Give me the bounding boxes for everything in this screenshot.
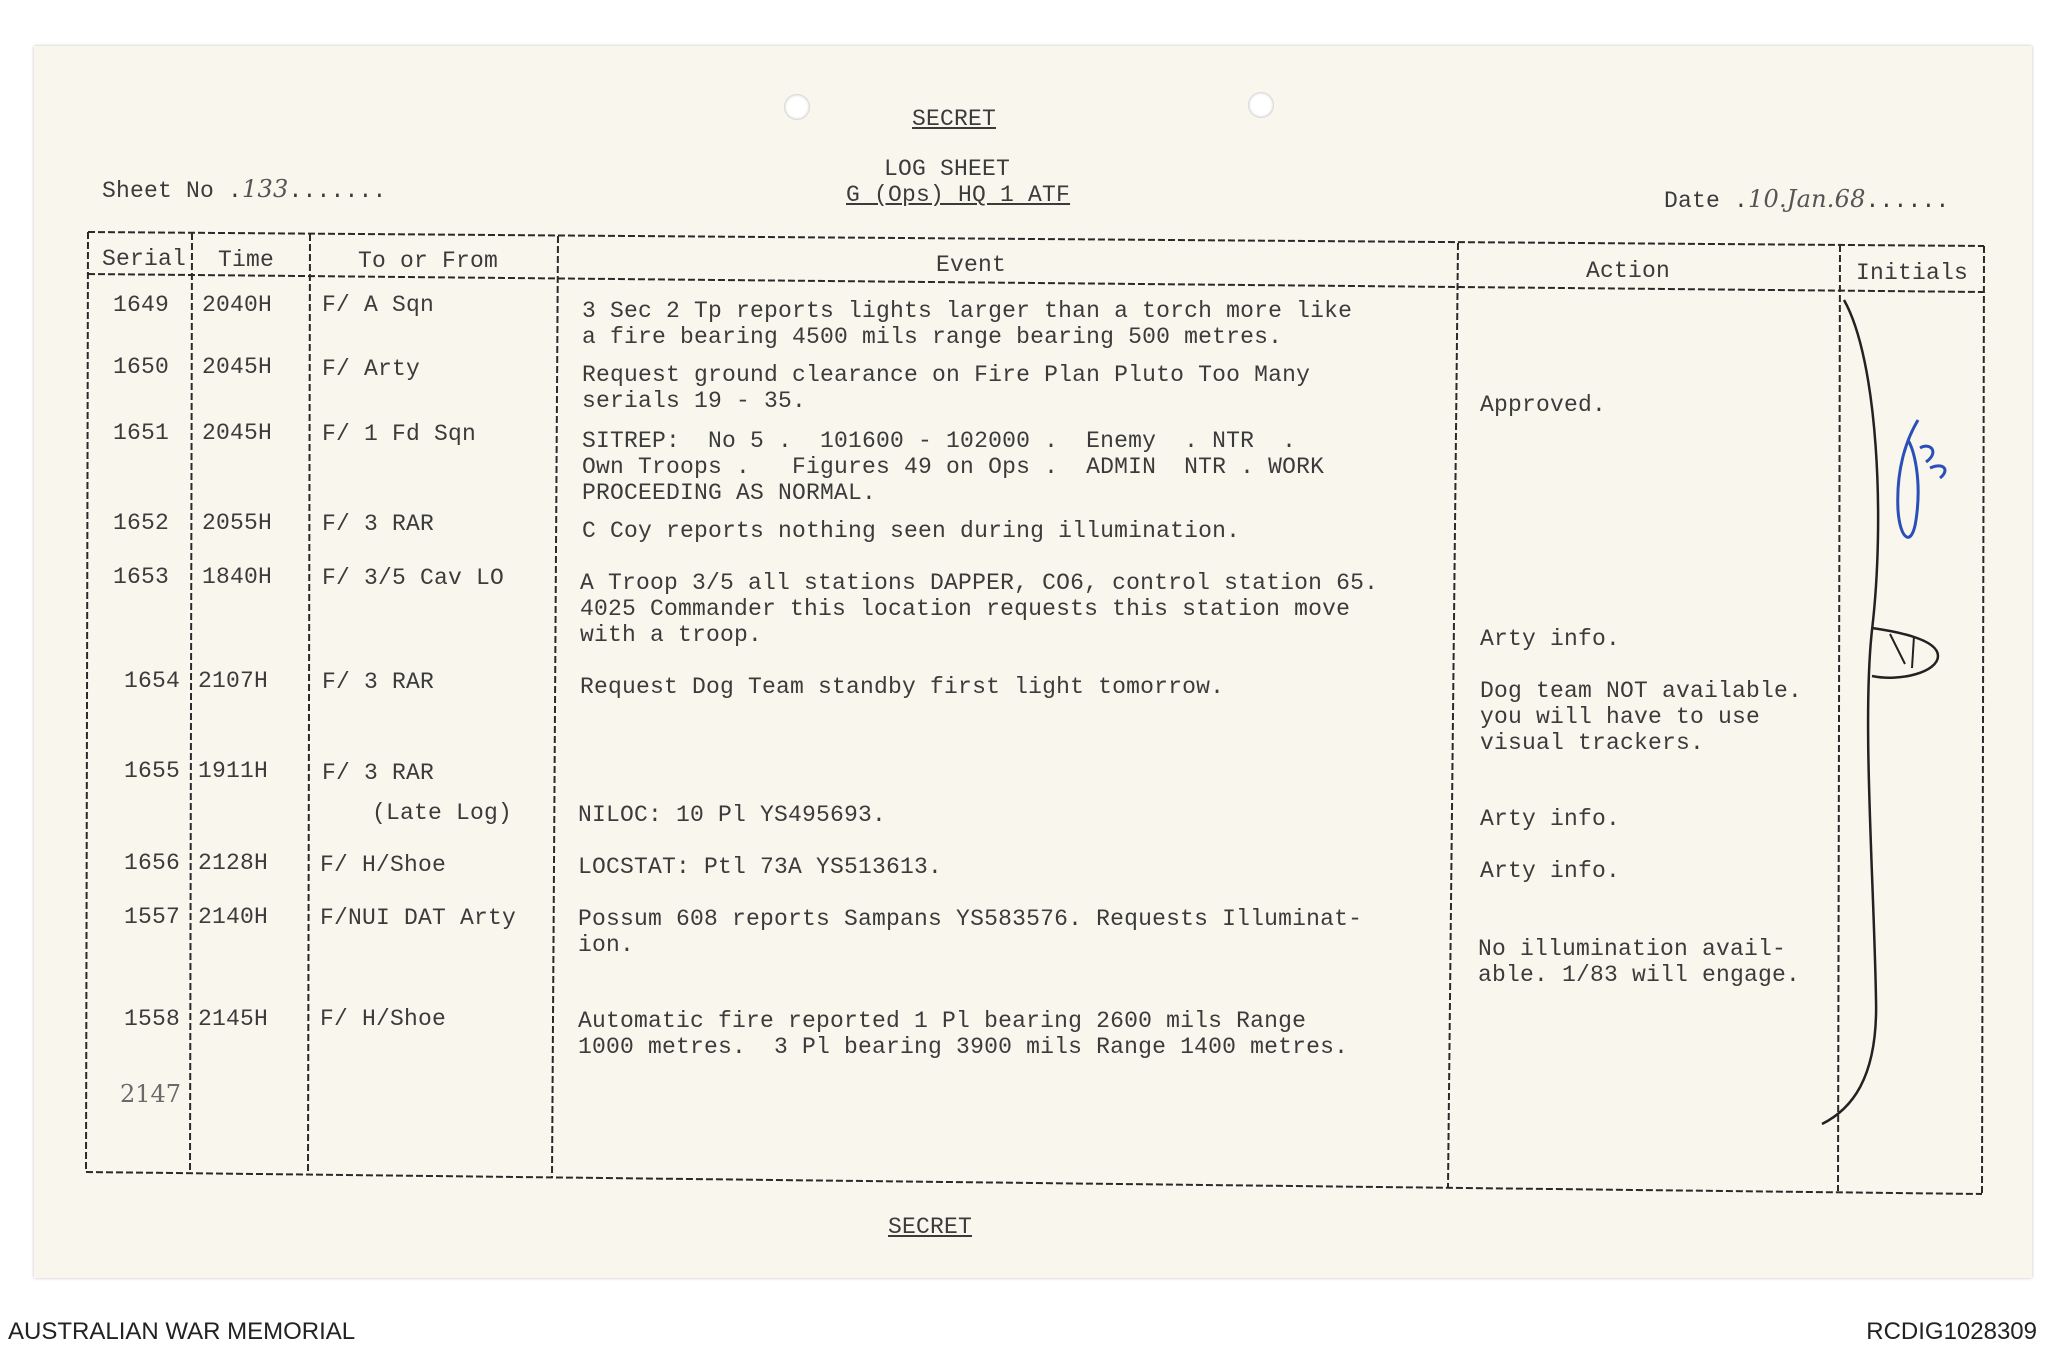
- row-1650-time: 2045H: [202, 354, 273, 380]
- row-1652-time: 2055H: [202, 510, 273, 536]
- row-1652-serial: 1652: [113, 510, 170, 536]
- row-1654-event: Request Dog Team standby first light tomorrow.: [580, 674, 1225, 700]
- row-1557-serial: 1557: [124, 904, 181, 930]
- col-header-serial: Serial: [102, 246, 187, 272]
- row-1653-time: 1840H: [202, 564, 273, 590]
- col-rule-time: [308, 234, 310, 1174]
- col-header-time: Time: [218, 247, 275, 273]
- row-1656-serial: 1656: [124, 850, 181, 876]
- sheet-dots: .......: [288, 178, 387, 204]
- row-1654-serial: 1654: [124, 668, 181, 694]
- sheet-label: Sheet No .: [102, 178, 243, 204]
- classification-top: SECRET: [912, 106, 997, 132]
- row-1558-time: 2145H: [198, 1006, 269, 1032]
- col-header-event: Event: [936, 252, 1007, 278]
- col-header-initials: Initials: [1856, 260, 1969, 286]
- row-1651-time: 2045H: [202, 420, 273, 446]
- row-1649-event: 3 Sec 2 Tp reports lights larger than a torch more like a fire bearing 4500 mils range bearing 500 metres.: [582, 298, 1353, 350]
- row-1656-event: LOCSTAT: Ptl 73A YS513613.: [578, 854, 943, 880]
- row-1653-event: A Troop 3/5 all stations DAPPER, CO6, control station 65. 4025 Commander this location requests this station move with a troop.: [580, 570, 1379, 648]
- row-1649-time: 2040H: [202, 292, 273, 318]
- row-1651-event: SITREP: No 5 . 101600 - 102000 . Enemy . NTR . Own Troops . Figures 49 on Ops . ADMIN NTR . WORK PROCEEDING AS NORMAL.: [582, 428, 1325, 506]
- classification-bottom: SECRET: [888, 1214, 973, 1240]
- date-value: 10.Jan.68: [1748, 185, 1866, 213]
- initials-arrow-strokes: [1890, 634, 1914, 668]
- col-rule-serial: [190, 233, 192, 1173]
- col-rule-tofrom: [552, 236, 558, 1177]
- row-1557-time: 2140H: [198, 904, 269, 930]
- row-1656-to-from: F/ H/Shoe: [320, 852, 447, 878]
- archive-footer: [0, 1302, 2047, 1348]
- row-1558-serial: 1558: [124, 1006, 181, 1032]
- footer-record-id: RCDIG1028309: [1866, 1318, 2037, 1345]
- row-1649-to-from: F/ A Sqn: [322, 292, 435, 318]
- col-rule-event: [1448, 243, 1458, 1187]
- row-1655-action: Arty info.: [1480, 806, 1621, 832]
- row-1652-event: C Coy reports nothing seen during illumination.: [582, 518, 1241, 544]
- row-1655-event: NILOC: 10 Pl YS495693.: [578, 802, 887, 828]
- row-1650-event: Request ground clearance on Fire Plan Pluto Too Many serials 19 - 35.: [582, 362, 1311, 414]
- table-top-rule: [88, 232, 1984, 246]
- header-bottom-rule: [88, 274, 1984, 292]
- row-1650-serial: 1650: [113, 354, 170, 380]
- col-header-action: Action: [1586, 258, 1671, 284]
- col-rule-action: [1838, 245, 1840, 1191]
- row-1652-to-from: F/ 3 RAR: [322, 511, 435, 537]
- date-dots: ......: [1865, 188, 1950, 214]
- row-1558-event: Automatic fire reported 1 Pl bearing 2600 mils Range 1000 metres. 3 Pl bearing 3900 mils Range 1400 metres.: [578, 1008, 1349, 1060]
- row-1654-time: 2107H: [198, 668, 269, 694]
- row-2147-serial: 2147: [120, 1080, 182, 1108]
- row-1654-action: Dog team NOT available. you will have to use visual trackers.: [1480, 678, 1803, 756]
- row-1650-action: Approved.: [1480, 392, 1607, 418]
- col-header-to-from: To or From: [358, 248, 499, 274]
- row-1656-action: Arty info.: [1480, 858, 1621, 884]
- row-1655-to-from: F/ 3 RAR: [322, 760, 435, 786]
- date-label: Date .: [1664, 188, 1749, 214]
- row-1557-to-from: F/NUI DAT Arty: [320, 905, 517, 931]
- row-1650-to-from: F/ Arty: [322, 356, 421, 382]
- row-1653-serial: 1653: [113, 564, 170, 590]
- row-1656-time: 2128H: [198, 850, 269, 876]
- col-rule-right: [1982, 246, 1984, 1194]
- title-line-2: G (Ops) HQ 1 ATF: [846, 182, 1071, 208]
- table-bottom-rule: [86, 1172, 1982, 1194]
- initials-arrow-mark: [1872, 628, 1938, 678]
- row-1558-to-from: F/ H/Shoe: [320, 1006, 447, 1032]
- row-1653-to-from: F/ 3/5 Cav LO: [322, 565, 505, 591]
- title-line-1: LOG SHEET: [884, 156, 1011, 182]
- row-1557-event: Possum 608 reports Sampans YS583576. Requests Illuminat- ion.: [578, 906, 1363, 958]
- row-1557-action: No illumination avail- able. 1/83 will engage.: [1478, 936, 1801, 988]
- footer-institution: AUSTRALIAN WAR MEMORIAL: [8, 1318, 356, 1345]
- col-rule-left: [86, 232, 88, 1172]
- row-1651-to-from: F/ 1 Fd Sqn: [322, 421, 477, 447]
- initials-bracket: [1822, 300, 1878, 1124]
- row-1653-action: Arty info.: [1480, 626, 1621, 652]
- row-1655-late-log-note: (Late Log): [372, 800, 513, 826]
- row-1649-serial: 1649: [113, 292, 170, 318]
- row-1651-serial: 1651: [113, 420, 170, 446]
- sheet-number: 133: [242, 175, 289, 203]
- initials-signature: [1898, 420, 1945, 537]
- row-1655-serial: 1655: [124, 758, 181, 784]
- row-1655-time: 1911H: [198, 758, 269, 784]
- row-1654-to-from: F/ 3 RAR: [322, 669, 435, 695]
